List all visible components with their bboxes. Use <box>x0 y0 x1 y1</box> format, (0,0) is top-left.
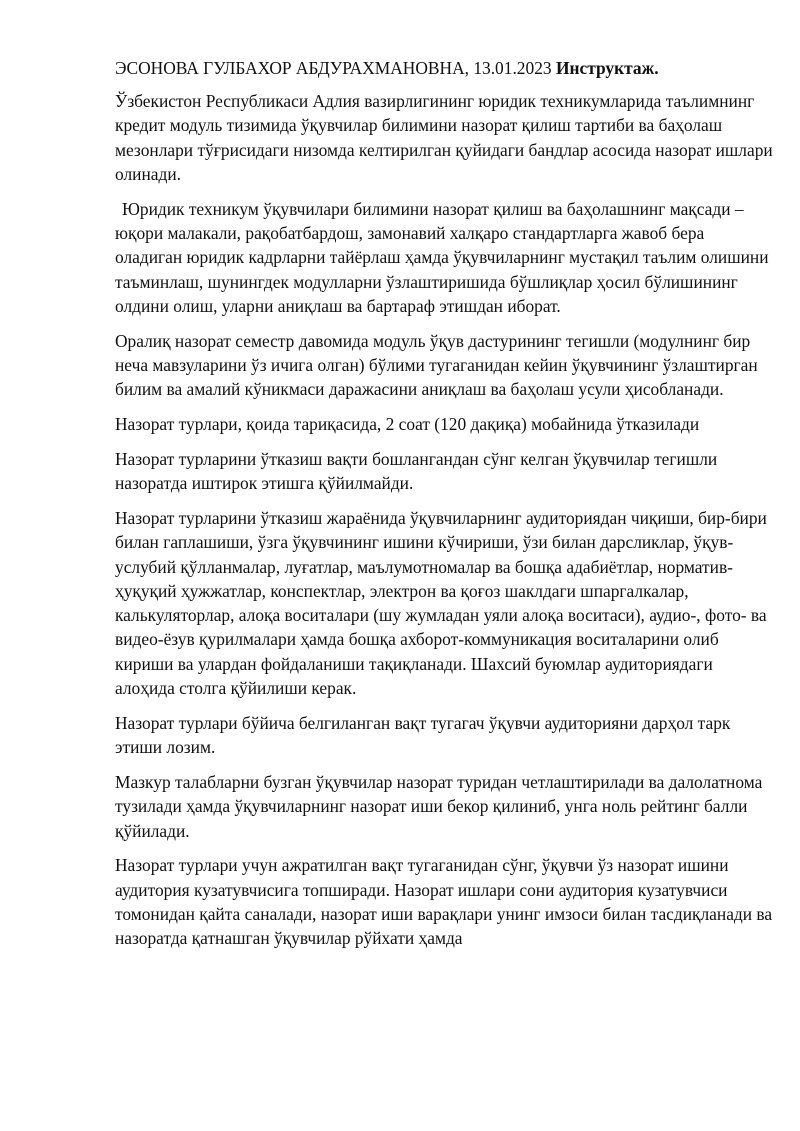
document-header <box>115 56 775 80</box>
paragraph-4: Назорат турлари, қоида тариқасида, 2 соат (120 дақиқа) мобайнида ўтказилади <box>115 414 700 435</box>
paragraph-9: Назорат турлари учун ажратилган вақт тугаганидан сўнг, ўқувчи ўз назорат ишини аудитория кузатувчисига топширади. Назорат ишлари сони аудитория кузатувчиси томонидан қайта саналади, назорат иши варақлари унинг имзоси билан тасдиқланади ва назоратда қатнашган ўқувчилар рўйхати ҳамда <box>115 855 773 949</box>
author-name-date: ЭСОНОВА ГУЛБАХОР АБДУРАХМАНОВНА, 13.01.2023 <box>115 58 552 78</box>
paragraph-7: Назорат турлари бўйича белгиланган вақт тугагач ўқувчи аудиторияни дарҳол тарк этиши лозим. <box>115 712 731 758</box>
paragraph-3: Оралиқ назорат семестр давомида модуль ўқув дастурининг тегишли (модулнинг бир неча мавзуларини ўз ичига олган) бўлими тугаганидан кейин ўқувчининг ўзлаштирган билим ва амалий кўникмаси даражасини аниқлаш ва баҳолаш усули ҳисобланади. <box>115 330 758 400</box>
document-title: Инструктаж. <box>555 58 659 78</box>
paragraph-8: Мазкур талабларни бузган ўқувчилар назорат туридан четлаштирилади ва далолатнома тузилади ҳамда ўқувчиларнинг назорат иши бекор қилиниб, унга ноль рейтинг балли қўйилади. <box>115 771 763 841</box>
document-page <box>115 56 775 961</box>
paragraph-5: Назорат турларини ўтказиш вақти бошлангандан сўнг келган ўқувчилар тегишли назоратда иштирок этишга қўйилмайди. <box>115 448 718 494</box>
paragraph-2: Юридик техникум ўқувчилари билимини назорат қилиш ва баҳолашнинг мақсади – юқори малакали, рақобатбардош, замонавий халқаро стандартларга жавоб бера оладиган юридик кадрларни тайёрлаш ҳамда ўқувчиларнинг мустақил таълим олишини таъминлаш, шунингдек модулларни ўзлаштиришида бўшлиқлар ҳосил бўлишининг олдини олиш, уларни аниқлаш ва бартараф этишдан иборат. <box>115 198 769 316</box>
paragraph-1: Ўзбекистон Республикаси Адлия вазирлигининг юридик техникумларида таълимнинг кредит модуль тизимида ўқувчилар билимини назорат қилиш тартиби ва баҳолаш мезонлари тўғрисидаги низомда келтирилган қуйидаги бандлар асосида назорат ишлари олинади. <box>115 91 773 184</box>
paragraph-6: Назорат турларини ўтказиш жараёнида ўқувчиларнинг аудиториядан чиқиши, бир-бири билан гаплашиши, ўзга ўқувчининг ишини кўчириши, ўзи билан дарсликлар, ўқув-услубий қўлланмалар, луғатлар, маълумотномалар ва бошқа адабиётлар, норматив-ҳуқуқий ҳужжатлар, конспектлар, электрон ва қоғоз шаклдаги шпаргалкалар, калькуляторлар, алоқа воситалари (шу жумладан уяли алоқа воситаси), аудио-, фото- ва видео-ёзув қурилмалари ҳамда бошқа ахборот-коммуникация воситаларини олиб кириши ва улардан фойдаланиши тақиқланади. Шахсий буюмлар аудиториядаги алоҳида столга қўйилиши керак. <box>115 507 767 699</box>
